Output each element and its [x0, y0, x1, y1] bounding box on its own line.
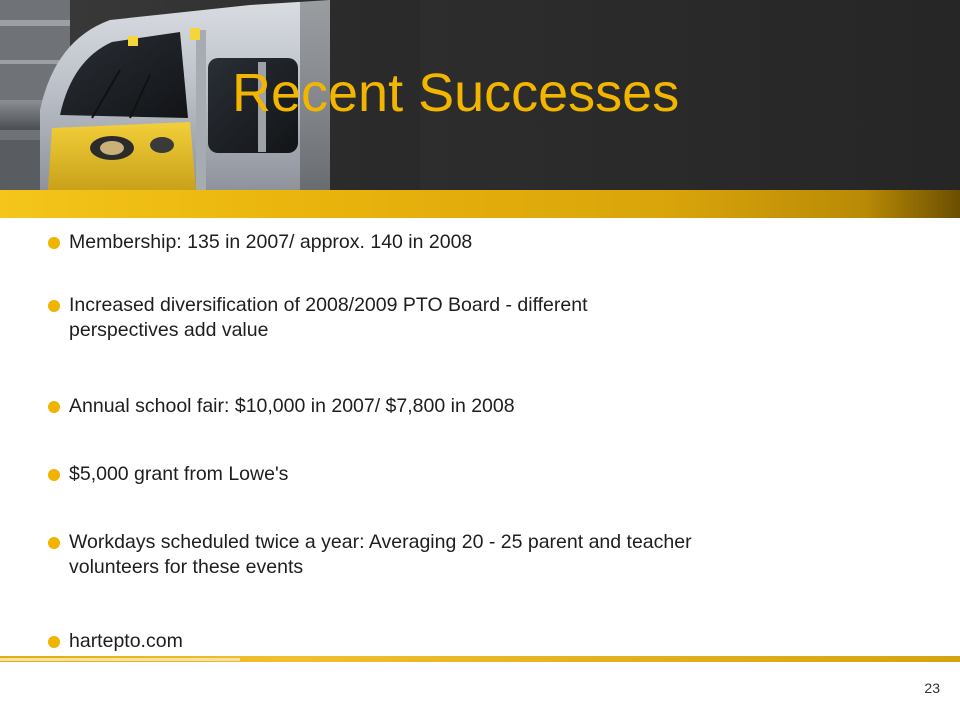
slide-title: Recent Successes [232, 63, 680, 123]
bullet-dot [48, 237, 60, 249]
bullet-dot [48, 537, 60, 549]
gold-stripe [0, 190, 960, 218]
bullet-item-school-fair [48, 394, 515, 419]
bullet-dot [48, 636, 60, 648]
bullet-line: Workdays scheduled twice a year: Averaging 20 - 25 parent and teacher [69, 531, 692, 553]
website-link[interactable]: hartepto.com [69, 630, 183, 652]
bullet-dot [48, 300, 60, 312]
bullet-line: volunteers for these events [69, 556, 304, 578]
bullet-line: Membership: 135 in 2007/ approx. 140 in 2008 [69, 231, 473, 253]
bullet-item-grant [48, 462, 288, 487]
bullet-dot [48, 469, 60, 481]
bullet-dot [48, 401, 60, 413]
bullet-line: Increased diversification of 2008/2009 PTO Board - different [69, 294, 588, 316]
bullet-line: perspectives add value [69, 319, 269, 341]
bullet-item-diversification [48, 293, 588, 343]
bullet-item-website [48, 629, 183, 654]
bullet-item-workdays [48, 530, 692, 580]
bullet-item-membership [48, 230, 472, 255]
bottom-rule-highlight [0, 658, 240, 661]
bullet-line: Annual school fair: $10,000 in 2007/ $7,800 in 2008 [69, 395, 515, 417]
bullet-line: $5,000 grant from Lowe's [69, 463, 289, 485]
header-banner [0, 0, 960, 190]
bullet-list [0, 218, 960, 658]
page-number: 23 [924, 680, 940, 696]
